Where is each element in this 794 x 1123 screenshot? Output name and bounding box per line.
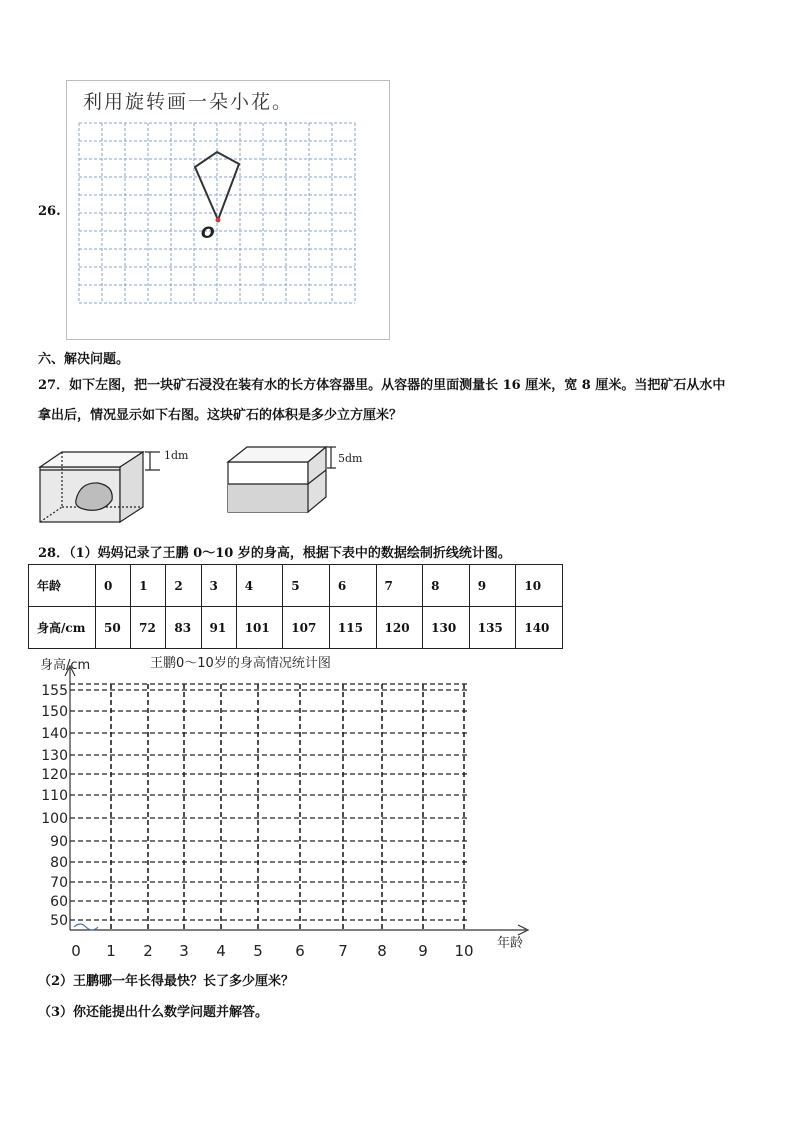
x-tick-label: 7 — [338, 942, 348, 960]
q27-text-line1: 27．如下左图，把一块矿石浸没在装有水的长方体容器里。从容器的里面测量长 16 厘米，宽 8 厘米。当把矿石从水中 — [38, 378, 726, 393]
table-cell: 3 — [201, 565, 236, 607]
q27-text-line2: 拿出后，情况显示如下右图。这块矿石的体积是多少立方厘米？ — [38, 408, 403, 423]
x-tick-label: 2 — [143, 942, 153, 960]
point-o-label: O — [201, 223, 215, 242]
y-tick-label: 150 — [41, 704, 68, 720]
x-tick-label: 5 — [253, 942, 263, 960]
y-tick-label: 80 — [50, 855, 68, 871]
table-cell: 120 — [376, 607, 423, 649]
table-cell: 115 — [329, 607, 376, 649]
y-tick-label: 155 — [41, 683, 68, 699]
table-header-age: 年龄 — [29, 565, 96, 607]
q28-subquestion-2: （2）王鹏哪一年长得最快？长了多少厘米？ — [38, 974, 295, 989]
axis-break-mark — [74, 924, 98, 930]
y-axis-label: 身高/cm — [40, 658, 91, 673]
y-tick-label: 70 — [50, 875, 68, 891]
chart-title: 王鹏0～10岁的身高情况统计图 — [150, 656, 331, 671]
table-cell: 107 — [283, 607, 330, 649]
table-header-height: 身高/cm — [29, 607, 96, 649]
x-tick-label: 3 — [179, 942, 189, 960]
figure-instruction: 利用旋转画一朵小花。 — [83, 91, 294, 113]
table-cell: 4 — [236, 565, 283, 607]
y-tick-label: 110 — [41, 788, 68, 804]
table-cell: 50 — [96, 607, 131, 649]
table-cell: 101 — [236, 607, 283, 649]
table-cell: 135 — [469, 607, 516, 649]
y-tick-label: 120 — [41, 767, 68, 783]
q28-subquestion-3: （3）你还能提出什么数学问题并解答。 — [38, 1005, 269, 1020]
question-number-26: 26. — [38, 204, 61, 219]
table-cell: 1 — [131, 565, 166, 607]
x-tick-label: 10 — [454, 942, 474, 960]
table-cell: 7 — [376, 565, 423, 607]
left-height-label: 1dm — [164, 449, 189, 462]
table-cell: 140 — [516, 607, 563, 649]
y-tick-label: 90 — [50, 834, 68, 850]
x-tick-label: 4 — [216, 942, 226, 960]
x-tick-label: 8 — [377, 942, 387, 960]
table-cell: 91 — [201, 607, 236, 649]
y-tick-label: 130 — [41, 748, 68, 764]
x-tick-label: 0 — [71, 942, 81, 960]
table-cell: 5 — [283, 565, 330, 607]
x-axis-label: 年龄 — [497, 936, 524, 951]
table-cell: 72 — [131, 607, 166, 649]
y-tick-label: 60 — [50, 894, 68, 910]
x-tick-label: 1 — [106, 942, 116, 960]
table-cell: 83 — [166, 607, 201, 649]
table-cell: 0 — [96, 565, 131, 607]
x-tick-label: 9 — [418, 942, 428, 960]
table-cell: 6 — [329, 565, 376, 607]
y-tick-label: 140 — [41, 726, 68, 742]
table-cell: 9 — [469, 565, 516, 607]
table-cell: 2 — [166, 565, 201, 607]
right-height-label: 5dm — [338, 452, 363, 465]
table-cell: 8 — [423, 565, 470, 607]
table-cell: 130 — [423, 607, 470, 649]
y-tick-label: 100 — [41, 811, 68, 827]
q28-text-line1: 28．（1）妈妈记录了王鹏 0～10 岁的身高，根据下表中的数据绘制折线统计图。 — [38, 546, 511, 561]
table-cell: 10 — [516, 565, 563, 607]
x-tick-label: 6 — [295, 942, 305, 960]
section-title: 六、解决问题。 — [38, 352, 130, 367]
y-tick-label: 50 — [50, 913, 68, 929]
